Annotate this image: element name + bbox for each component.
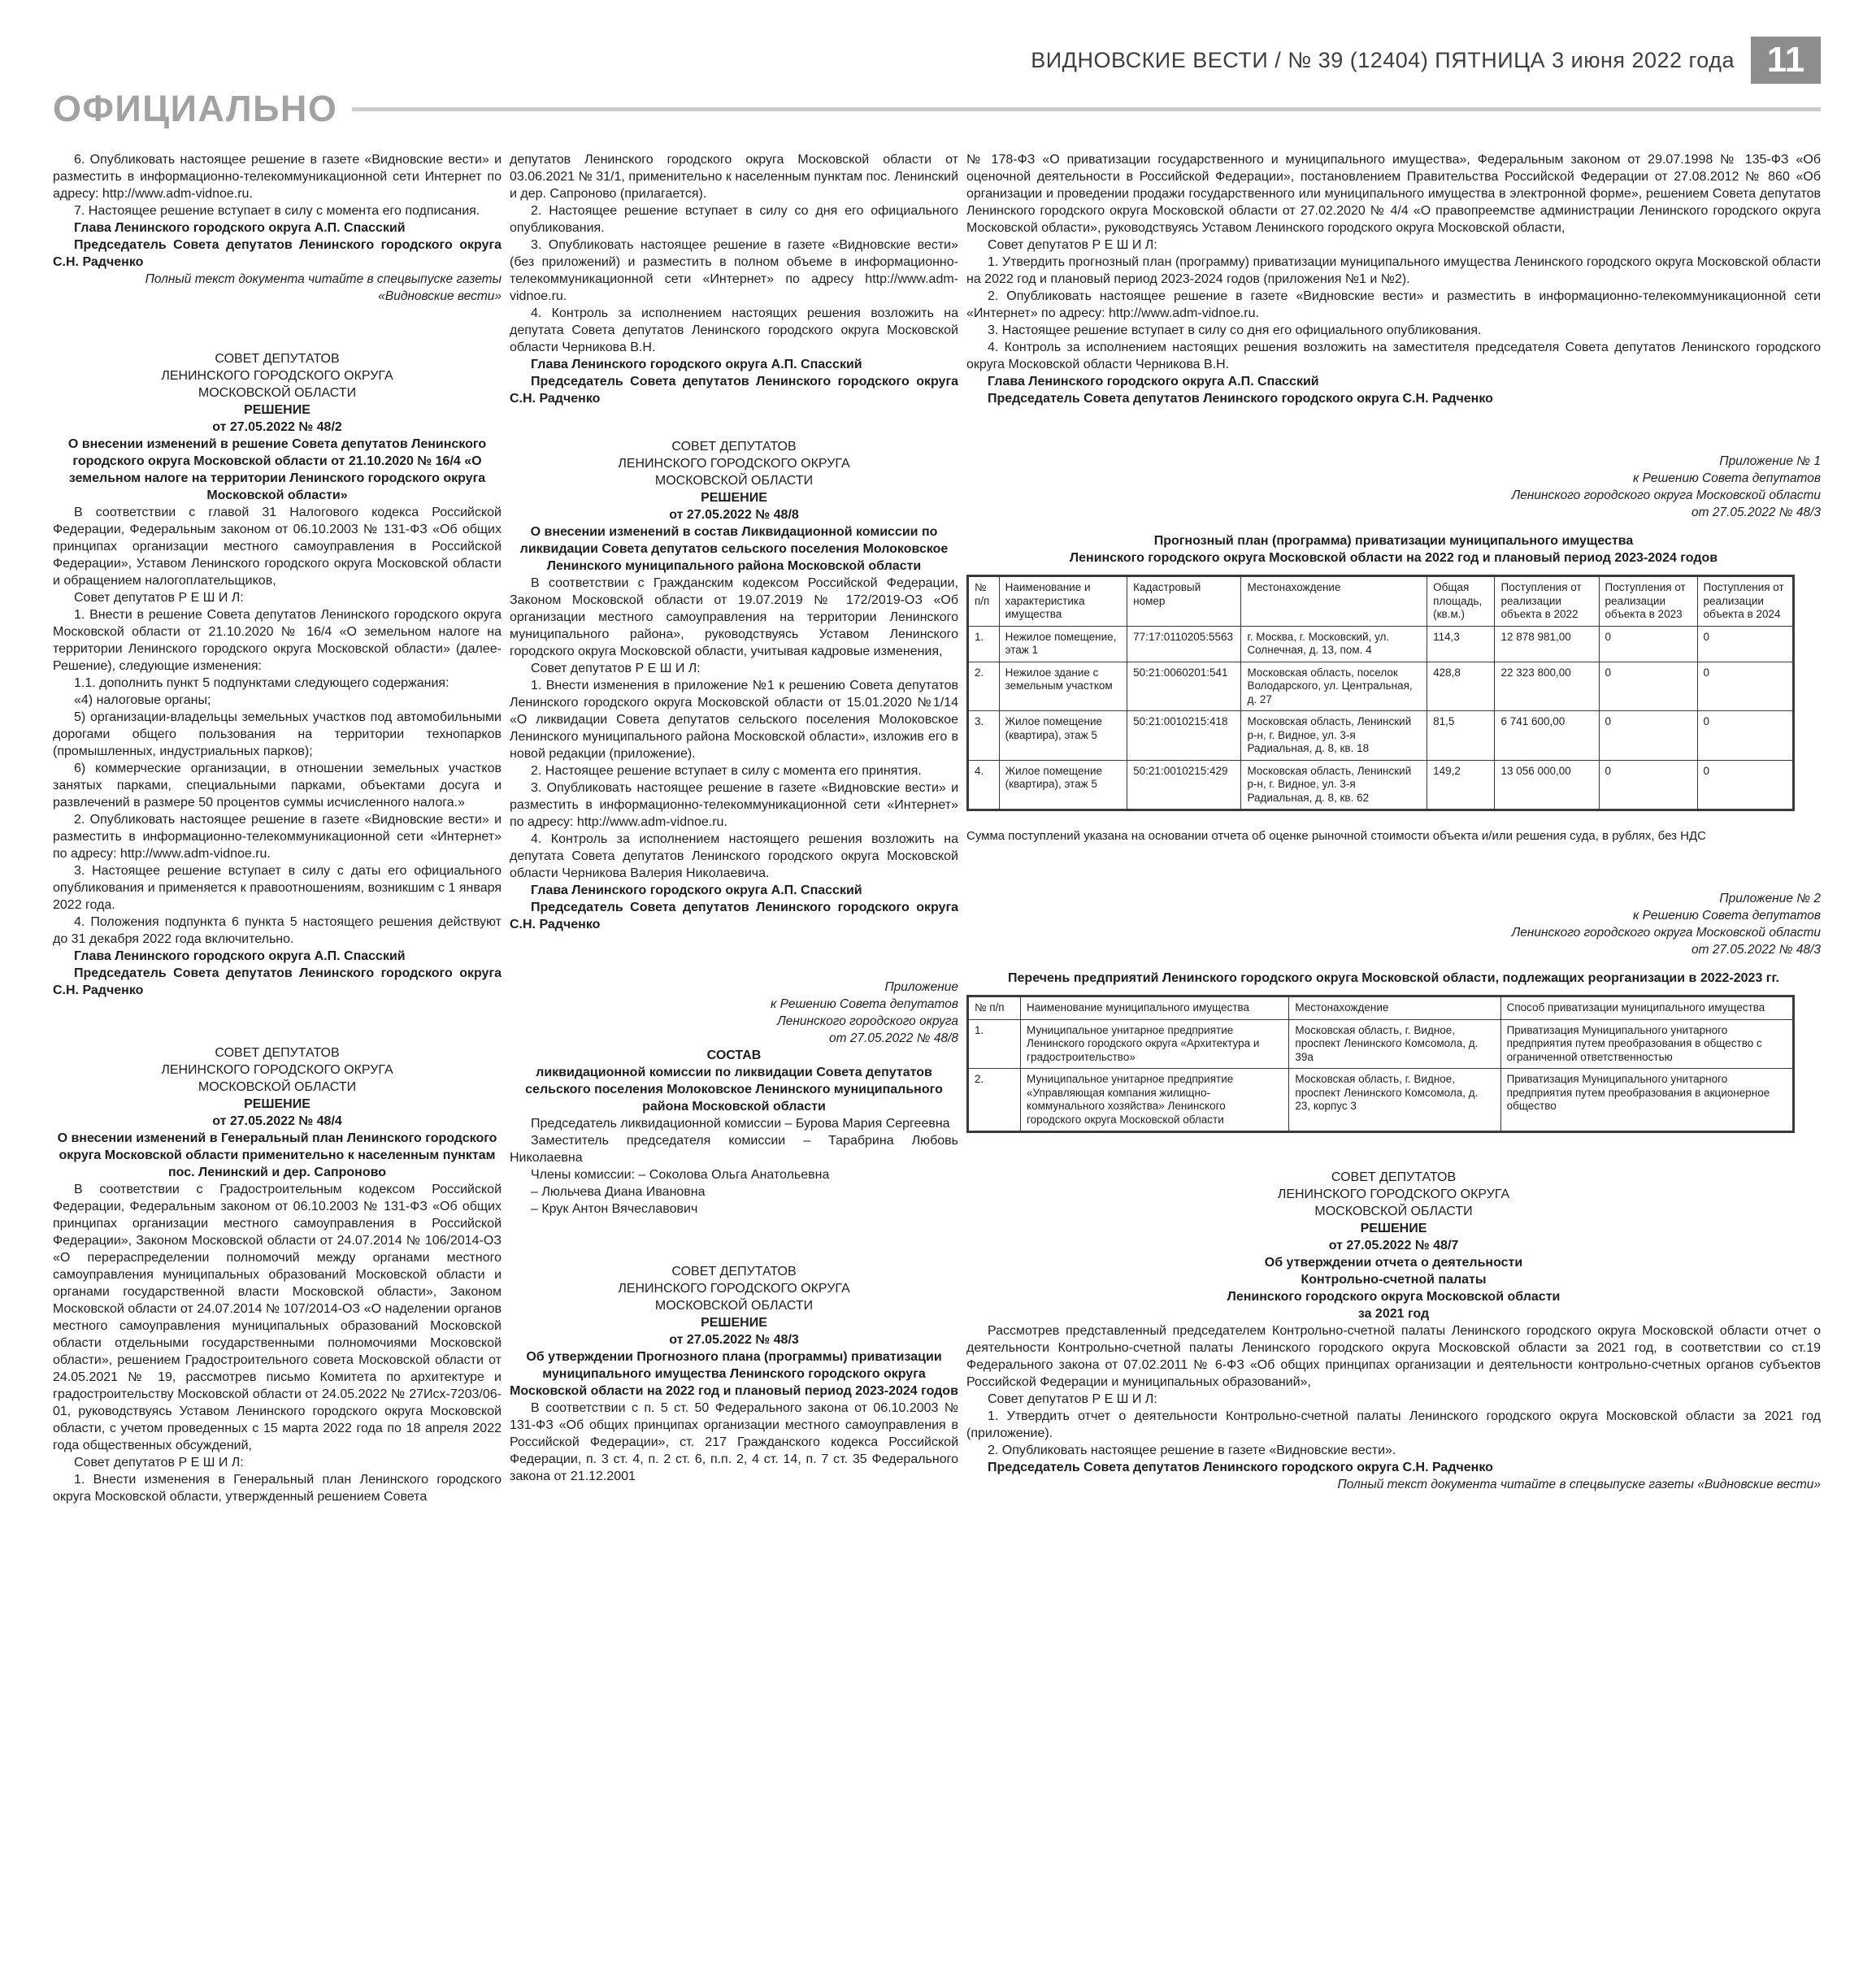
body-paragraph: 4. Контроль за исполнением настоящего решения возложить на депутата Совета депутатов Ленинского городского округа Московской области Черникова Валерия Николаевича. xyxy=(510,832,958,880)
org-heading-line: ЛЕНИНСКОГО ГОРОДСКОГО ОКРУГА xyxy=(1277,1187,1510,1201)
spacer xyxy=(966,521,1821,532)
body-paragraph: Совет депутатов Р Е Ш И Л: xyxy=(988,238,1157,252)
spacer xyxy=(966,1138,1821,1169)
column-right xyxy=(966,151,1821,1493)
table-cell: Нежилое здание с земельным участком xyxy=(999,662,1127,711)
spacer xyxy=(510,933,958,979)
table-cell: 2. xyxy=(968,1069,1021,1132)
org-heading-line: ЛЕНИНСКОГО ГОРОДСКОГО ОКРУГА xyxy=(161,369,393,383)
table-cell: Приватизация Муниципального унитарного предприятия путем преобразования в общество с ограниченной ответственностью xyxy=(1500,1019,1794,1069)
divider-rule xyxy=(352,107,1821,111)
spacer xyxy=(53,305,502,350)
appendix-note-line: Полный текст документа читайте в спецвыпуске газеты xyxy=(145,272,502,286)
table-cell: 2. xyxy=(968,662,1000,711)
body-paragraph: 6. Опубликовать настоящее решение в газете «Видновские вести» и разместить в информационно-телекоммуникационной сети Интернет по адресу: http://www.adm-vidnoe.ru. xyxy=(53,153,502,201)
body-paragraph: 1. Утвердить прогнозный план (программу) приватизации муниципального имущества Ленинского городского округа Московской области на 2022 год и плановый период 2023-2024 годов (приложения №1 и №2). xyxy=(966,255,1821,286)
appendix-note-line: Ленинского городского округа Московской области xyxy=(1511,488,1821,502)
table-row xyxy=(968,1069,1794,1132)
section-header xyxy=(53,88,1821,130)
body-paragraph: Председатель ликвидационной комиссии – Бурова Мария Сергеевна xyxy=(531,1117,950,1131)
table-header-cell: Наименование муниципального имущества xyxy=(1021,996,1289,1020)
signature-line: Председатель Совета депутатов Ленинского городского округа С.Н. Радченко xyxy=(988,392,1493,406)
table-row xyxy=(968,1019,1794,1069)
resolution-48-7-text xyxy=(966,1138,1821,1493)
body-paragraph: 6) коммерческие организации, в отношении земельных участков занятых парками, специальными парками, объектами досуга и развлечений в размере 50 процентов суммы исчисленного налога.» xyxy=(53,762,502,810)
table-header-cell: № п/п xyxy=(968,996,1021,1020)
table-cell: Муниципальное унитарное предприятие «Управляющая компания жилищно-коммунального хозяйства» Ленинского городского округа Московской области xyxy=(1021,1069,1289,1132)
appendix-note-line: Приложение № 1 xyxy=(1719,454,1821,468)
spacer xyxy=(53,999,502,1044)
appendix-note-line: «Видновские вести» xyxy=(378,289,502,303)
org-heading-line: ЛЕНИНСКОГО ГОРОДСКОГО ОКРУГА xyxy=(618,457,850,471)
org-heading-line: СОВЕТ ДЕПУТАТОВ xyxy=(671,1265,797,1279)
table-cell: 0 xyxy=(1697,626,1794,662)
table-cell: 0 xyxy=(1599,626,1697,662)
body-paragraph: 3. Опубликовать настоящее решение в газете «Видновские вести» и разместить в информационно-телекоммуникационной сети «Интернет» по адресу: http://www.adm-vidnoe.ru. xyxy=(510,781,958,829)
masthead-title: ВИДНОВСКИЕ ВЕСТИ / № 39 (12404) ПЯТНИЦА 3 июня 2022 года xyxy=(1031,47,1735,72)
section-heading-line: РЕШЕНИЕ xyxy=(1360,1222,1427,1235)
spacer xyxy=(510,1218,958,1263)
appendix-note-line: Ленинского городского округа Московской области xyxy=(1511,926,1821,940)
signature-line: Глава Ленинского городского округа А.П. Спасский xyxy=(988,375,1319,389)
table-cell: 4. xyxy=(968,760,1000,810)
section-label-official: ОФИЦИАЛЬНО xyxy=(53,88,338,129)
appendix-note-line: к Решению Совета депутатов xyxy=(771,997,958,1011)
section-heading-line: от 27.05.2022 № 48/4 xyxy=(212,1114,342,1128)
section-heading-line: Прогнозный план (программа) приватизации муниципального имущества xyxy=(1153,534,1634,548)
section-heading-line: Перечень предприятий Ленинского городского округа Московской области, подлежащих реорганизации в 2022-2023 гг. xyxy=(1008,971,1779,985)
section-heading-line: О внесении изменений в Генеральный план Ленинского городского округа Московской области применительно к населенным пунктам пос. Ленинский и дер. Сапроново xyxy=(57,1131,497,1179)
body-paragraph: В соответствии с Градостроительным кодексом Российской Федерации, Федеральным законом от 06.10.2003 № 131-ФЗ «Об общих принципах организации местного самоуправления в Российской Федерации», Законом Московской области от 24.07.2014 № 106/2014-ОЗ «О перераспределении полномочий между органами местного самоуправления муниципальных образований Московской области и органами государственной власти Московской области», Законом Московской области от 24.07.2014 № 107/2014-ОЗ «О наделении органов местного самоуправления муниципальных образований Московской области отдельными государственными полномочиями Московской области», решением Градостроительного совета Московской области от 24.05.2021 № 19, рассмотрев письмо Комитета по архитектуре и градостроительству Московской области от 24.05.2022 № 27Исх-7203/06-01, руководствуясь Уставом Ленинского городского округа Московской области, с учетом проведенных с 15 марта 2022 года по 18 апреля 2022 года общественных обсуждений, xyxy=(53,1183,502,1452)
body-paragraph: 2. Настоящее решение вступает в силу с момента его принятия. xyxy=(531,764,922,778)
body-paragraph: Рассмотрев представленный председателем Контрольно-счетной палаты Ленинского городского округа Московской области отчет о деятельности Контрольно-счетной палаты Ленинского городского округа Московской области за 2021 год, в соответствии со ст.19 Федерального закона от 07.02.2011 № 6-ФЗ «Об общих принципах организации и деятельности контрольно-счетных органов субъектов Российской Федерации и муниципальных образований», xyxy=(966,1324,1821,1389)
body-paragraph: 2. Опубликовать настоящее решение в газете «Видновские вести». xyxy=(988,1444,1396,1457)
table-cell: 3. xyxy=(968,711,1000,761)
table-cell: 1. xyxy=(968,626,1000,662)
body-paragraph: 3. Опубликовать настоящее решение в газете «Видновские вести» (без приложений) и разместить в полном объеме в информационно-телекоммуникационной сети «Интернет» по адресу http://www.adm-vidnoe.ru. xyxy=(510,238,958,303)
org-heading-line: МОСКОВСКОЙ ОБЛАСТИ xyxy=(198,386,357,400)
body-paragraph: – Люльчева Диана Ивановна xyxy=(531,1185,706,1199)
table-cell: Муниципальное унитарное предприятие Ленинского городского округа «Архитектура и градостроительство» xyxy=(1021,1019,1289,1069)
reorganization-enterprises-table xyxy=(966,995,1795,1133)
table-cell: Жилое помещение (квартира), этаж 5 xyxy=(999,760,1127,810)
privatization-plan-table xyxy=(966,575,1795,811)
page-header xyxy=(53,36,1821,85)
body-paragraph: – Крук Антон Вячеславович xyxy=(531,1202,698,1216)
section-heading-line: от 27.05.2022 № 48/8 xyxy=(669,508,799,522)
appendix-note-line: Полный текст документа читайте в спецвыпуске газеты «Видновские вести» xyxy=(1337,1478,1821,1491)
section-heading-line: СОСТАВ xyxy=(706,1048,762,1062)
appendix-note-line: Ленинского городского округа xyxy=(777,1014,958,1028)
section-heading-line: от 27.05.2022 № 48/3 xyxy=(669,1333,799,1347)
body-paragraph: 4. Положения подпункта 6 пункта 5 настоящего решения действуют до 31 декабря 2022 года включительно. xyxy=(53,915,502,946)
body-paragraph: № 178-ФЗ «О приватизации государственного и муниципального имущества», Федеральным законом от 29.07.1998 № 135-ФЗ «Об оценочной деятельности в Российской Федерации», постановлением Правительства Российской Федерации от 27.08.2012 № 860 «Об организации и проведении продажи государственного или муниципального имущества в электронной форме», решением Совета депутатов Ленинского городского округа Московской области от 27.02.2020 № 4/4 «О правопреемстве администрации Ленинского городского округа Московской области», руководствуясь Уставом Ленинского городского округа Московской области, xyxy=(966,153,1821,235)
org-heading-line: ЛЕНИНСКОГО ГОРОДСКОГО ОКРУГА xyxy=(618,1282,850,1296)
spacer xyxy=(510,407,958,438)
section-heading-line: РЕШЕНИЕ xyxy=(244,1097,310,1111)
signature-line: Председатель Совета депутатов Ленинского городского округа С.Н. Радченко xyxy=(988,1461,1493,1474)
table-cell: 1. xyxy=(968,1019,1021,1069)
org-heading-line: СОВЕТ ДЕПУТАТОВ xyxy=(215,1046,340,1060)
body-paragraph: В соответствии с п. 5 ст. 50 Федерального закона от 06.10.2003 № 131-ФЗ «Об общих принципах организации местного самоуправления в Российской Федерации», ст. 217 Гражданского кодекса Российской Федерации, п. 3 ст. 4, п. 2 ст. 6, п.п. 2, 4 ст. 14, п. 7 ст. 35 Федерального закона от 21.12.2001 xyxy=(510,1401,958,1483)
body-paragraph: Совет депутатов Р Е Ш И Л: xyxy=(531,662,701,675)
section-heading-line: Ленинского городского округа Московской области xyxy=(1227,1290,1561,1304)
section-heading-line: ликвидационной комиссии по ликвидации Совета депутатов сельского поселения Молоковское Ленинского муниципального района Московской области xyxy=(525,1066,943,1114)
body-paragraph: 3. Настоящее решение вступает в силу со дня его официального опубликования. xyxy=(988,323,1482,337)
table-cell: 0 xyxy=(1697,711,1794,761)
table-note-and-appendix-2 xyxy=(966,816,1821,987)
body-paragraph: 4. Контроль за исполнением настоящих решения возложить на заместителя председателя Совета депутатов Ленинского городского округа Московской области Черникова В.Н. xyxy=(966,341,1821,371)
body-paragraph: 1. Внести в решение Совета депутатов Ленинского городского округа Московской области от 21.10.2020 № 16/4 «О земельном налоге на территории Ленинского городского округа Московской области» (далее-Решение), следующие изменения: xyxy=(53,608,502,673)
section-heading-line: РЕШЕНИЕ xyxy=(244,403,310,417)
body-paragraph: 2. Опубликовать настоящее решение в газете «Видновские вести» и разместить в информационно-телекоммуникационной сети «Интернет» по адресу: http://www.adm-vidnoe.ru. xyxy=(53,813,502,861)
section-heading-line: за 2021 год xyxy=(1357,1307,1430,1321)
body-paragraph: 2. Опубликовать настоящее решение в газете «Видновские вести» и разместить в информационно-телекоммуникационной сети «Интернет» по адресу: http://www.adm-vidnoe.ru. xyxy=(966,289,1821,320)
section-heading-line: РЕШЕНИЕ xyxy=(701,491,767,505)
table-header-cell: Поступления от реализации объекта в 2023 xyxy=(1599,576,1697,627)
body-paragraph: 5) организации-владельцы земельных участков под автомобильными дорогами общего пользования на территории технопарков (промышленных, индустриальных парков); xyxy=(53,710,502,758)
org-heading-line: МОСКОВСКОЙ ОБЛАСТИ xyxy=(654,474,814,488)
column-2 xyxy=(510,151,958,1485)
signature-line: Председатель Совета депутатов Ленинского городского округа С.Н. Радченко xyxy=(510,901,958,931)
org-heading-line: СОВЕТ ДЕПУТАТОВ xyxy=(671,440,797,454)
signature-line: Глава Ленинского городского округа А.П. Спасский xyxy=(531,358,862,371)
table-cell: 0 xyxy=(1697,760,1794,810)
column-1 xyxy=(53,151,502,1505)
spacer xyxy=(966,407,1821,453)
org-heading-line: МОСКОВСКОЙ ОБЛАСТИ xyxy=(1314,1205,1473,1218)
page-number-badge: 11 xyxy=(1751,37,1821,84)
section-heading-line: Контрольно-счетной палаты xyxy=(1301,1273,1487,1287)
body-paragraph: 1. Внести изменения в приложение №1 к решению Совета депутатов Ленинского городского округа Московской области от 15.01.2020 №1/14 «О ликвидации Совета депутатов сельского поселения Молоковское Ленинского муниципального района Московской области», изложив его в новой редакции (приложение). xyxy=(510,679,958,761)
section-heading-line: О внесении изменений в состав Ликвидационной комиссии по ликвидации Совета депутатов сельского поселения Молоковское Ленинского муниципального района Московской области xyxy=(519,525,949,573)
appendix-note-line: от 27.05.2022 № 48/8 xyxy=(829,1031,958,1045)
section-heading-line: РЕШЕНИЕ xyxy=(701,1316,767,1330)
table-row xyxy=(968,711,1794,761)
appendix-note-line: от 27.05.2022 № 48/3 xyxy=(1691,943,1821,957)
table-cell: Московская область, Ленинский р-н, г. Видное, ул. 3-я Радиальная, д. 8, кв. 18 xyxy=(1241,711,1427,761)
org-heading-line: СОВЕТ ДЕПУТАТОВ xyxy=(1331,1170,1457,1184)
table-cell: 6 741 600,00 xyxy=(1495,711,1599,761)
spacer xyxy=(966,844,1821,890)
body-paragraph: 7. Настоящее решение вступает в силу с момента его подписания. xyxy=(74,204,480,218)
table-cell: 428,8 xyxy=(1427,662,1495,711)
org-heading-line: СОВЕТ ДЕПУТАТОВ xyxy=(215,352,340,366)
body-paragraph: Члены комиссии: – Соколова Ольга Анатольевна xyxy=(531,1168,830,1182)
table-cell: Московская область, г. Видное, проспект Ленинского Комсомола, д. 23, корпус 3 xyxy=(1289,1069,1500,1132)
table-cell: 12 878 981,00 xyxy=(1495,626,1599,662)
section-heading-line: О внесении изменений в решение Совета депутатов Ленинского городского округа Московской области от 21.10.2020 № 16/4 «О земельном налоге на территории Ленинского городского округа Московской области» xyxy=(67,437,487,502)
body-paragraph: 2. Настоящее решение вступает в силу со дня его официального опубликования. xyxy=(510,204,958,235)
resolution-48-3-text xyxy=(966,151,1821,567)
org-heading-line: МОСКОВСКОЙ ОБЛАСТИ xyxy=(198,1080,357,1094)
appendix-note-line: Приложение № 2 xyxy=(1719,892,1821,905)
body-paragraph: 1. Внести изменения в Генеральный план Ленинского городского округа Московской области, утвержденный решением Совета xyxy=(53,1473,502,1504)
appendix-note-line: к Решению Совета депутатов xyxy=(1633,909,1821,923)
table-cell: Московская область, Ленинский р-н, г. Видное, ул. 3-я Радиальная, д. 8, кв. 62 xyxy=(1241,760,1427,810)
table-cell: 114,3 xyxy=(1427,626,1495,662)
table-cell: Приватизация Муниципального унитарного предприятия путем преобразования в акционерное общество xyxy=(1500,1069,1794,1132)
table-note: Сумма поступлений указана на основании отчета об оценке рыночной стоимости объекта и/или решения суда, в рублях, без НДС xyxy=(966,829,1706,843)
body-paragraph: Заместитель председателя комиссии – Тарабрина Любовь Николаевна xyxy=(510,1134,958,1165)
signature-line: Председатель Совета депутатов Ленинского городского округа С.Н. Радченко xyxy=(510,375,958,406)
signature-line: Глава Ленинского городского округа А.П. Спасский xyxy=(74,221,406,235)
org-heading-line: МОСКОВСКОЙ ОБЛАСТИ xyxy=(654,1299,814,1313)
table-cell: 13 056 000,00 xyxy=(1495,760,1599,810)
table-header-cell: № п/п xyxy=(968,576,1000,627)
table-cell: Московская область, поселок Володарского, ул. Центральная, д. 27 xyxy=(1241,662,1427,711)
table-cell: 81,5 xyxy=(1427,711,1495,761)
spacer xyxy=(966,958,1821,970)
signature-line: Председатель Совета депутатов Ленинского городского округа С.Н. Радченко xyxy=(53,238,502,269)
body-paragraph: 1. Утвердить отчет о деятельности Контрольно-счетной палаты Ленинского городского округа Московской области за 2021 год (приложение). xyxy=(966,1409,1821,1440)
section-heading-line: Об утверждении отчета о деятельности xyxy=(1264,1256,1523,1270)
body-paragraph: депутатов Ленинского городского округа Московской области от 03.06.2021 № 31/1, применительно к населенным пунктам пос. Ленинский и дер. Сапроново (прилагается). xyxy=(510,153,958,201)
table-cell: 149,2 xyxy=(1427,760,1495,810)
body-paragraph: В соответствии с главой 31 Налогового кодекса Российской Федерации, Федеральным законом от 06.10.2003 № 131-ФЗ «Об общих принципах организации местного самоуправления в Российской Федерации», Уставом Ленинского городского округа Московской области и обращением налогоплательщиков, xyxy=(53,506,502,588)
table-cell: Жилое помещение (квартира), этаж 5 xyxy=(999,711,1127,761)
section-heading-line: Об утверждении Прогнозного плана (программы) приватизации муниципального имущества Ленинского городского округа Московской области на 2022 год и плановый период 2023-2024 годов xyxy=(510,1350,958,1398)
body-paragraph: 1.1. дополнить пункт 5 подпунктами следующего содержания: xyxy=(74,676,449,690)
table-cell: 0 xyxy=(1599,760,1697,810)
table-cell: г. Москва, г. Московский, ул. Солнечная, д. 13, пом. 4 xyxy=(1241,626,1427,662)
table-cell: 0 xyxy=(1599,662,1697,711)
table-cell: Московская область, г. Видное, проспект Ленинского Комсомола, д. 39а xyxy=(1289,1019,1500,1069)
appendix-note-line: Приложение xyxy=(884,980,958,994)
section-heading-line: Ленинского городского округа Московской области на 2022 год и плановый период 2023-2024 годов xyxy=(1069,551,1718,565)
table-cell: 50:21:0010215:418 xyxy=(1127,711,1241,761)
table-header-cell: Способ приватизации муниципального имущества xyxy=(1500,996,1794,1020)
body-paragraph: Совет депутатов Р Е Ш И Л: xyxy=(74,591,244,605)
body-paragraph: 3. Настоящее решение вступает в силу с даты его официального опубликования и применяется к правоотношениям, возникшим с 1 января 2022 года. xyxy=(53,864,502,912)
body-paragraph: В соответствии с Гражданским кодексом Российской Федерации, Законом Московской области от 19.07.2019 № 172/2019-ОЗ «Об организации местного самоуправления на территории Ленинского муниципального района», руководствуясь Уставом Ленинского городского округа Московской области, учитывая кадровые изменения, xyxy=(510,576,958,658)
table-row xyxy=(968,626,1794,662)
signature-line: Председатель Совета депутатов Ленинского городского округа С.Н. Радченко xyxy=(53,966,502,997)
table-row xyxy=(968,662,1794,711)
table-header-row xyxy=(968,576,1794,627)
signature-line: Глава Ленинского городского округа А.П. Спасский xyxy=(531,883,862,897)
body-paragraph: Совет депутатов Р Е Ш И Л: xyxy=(988,1392,1157,1406)
table-header-row xyxy=(968,996,1794,1020)
table-cell: 77:17:0110205:5563 xyxy=(1127,626,1241,662)
content-columns xyxy=(53,151,1821,1505)
table-header-cell: Наименование и характеристика имущества xyxy=(999,576,1127,627)
table-header-cell: Местонахождение xyxy=(1241,576,1427,627)
table-cell: 50:21:0010215:429 xyxy=(1127,760,1241,810)
table-header-cell: Местонахождение xyxy=(1289,996,1500,1020)
org-heading-line: ЛЕНИНСКОГО ГОРОДСКОГО ОКРУГА xyxy=(161,1063,393,1077)
table-cell: Нежилое помещение, этаж 1 xyxy=(999,626,1127,662)
body-paragraph: 4. Контроль за исполнением настоящих решения возложить на депутата Совета депутатов Ленинского городского округа Московской области Черникова В.Н. xyxy=(510,306,958,354)
body-paragraph: Совет депутатов Р Е Ш И Л: xyxy=(74,1456,244,1470)
body-paragraph: «4) налоговые органы; xyxy=(74,693,211,707)
table-header-cell: Поступления от реализации объекта в 2022 xyxy=(1495,576,1599,627)
spacer xyxy=(966,816,1821,827)
table-header-cell: Общая площадь, (кв.м.) xyxy=(1427,576,1495,627)
section-heading-line: от 27.05.2022 № 48/7 xyxy=(1328,1239,1459,1252)
table-cell: 0 xyxy=(1599,711,1697,761)
table-cell: 0 xyxy=(1697,662,1794,711)
appendix-note-line: от 27.05.2022 № 48/3 xyxy=(1691,506,1821,519)
table-header-cell: Кадастровый номер xyxy=(1127,576,1241,627)
table-cell: 50:21:0060201:541 xyxy=(1127,662,1241,711)
signature-line: Глава Ленинского городского округа А.П. Спасский xyxy=(74,949,406,963)
table-header-cell: Поступления от реализации объекта в 2024 xyxy=(1697,576,1794,627)
section-heading-line: от 27.05.2022 № 48/2 xyxy=(212,420,342,434)
appendix-note-line: к Решению Совета депутатов xyxy=(1633,471,1821,485)
table-row xyxy=(968,760,1794,810)
table-cell: 22 323 800,00 xyxy=(1495,662,1599,711)
